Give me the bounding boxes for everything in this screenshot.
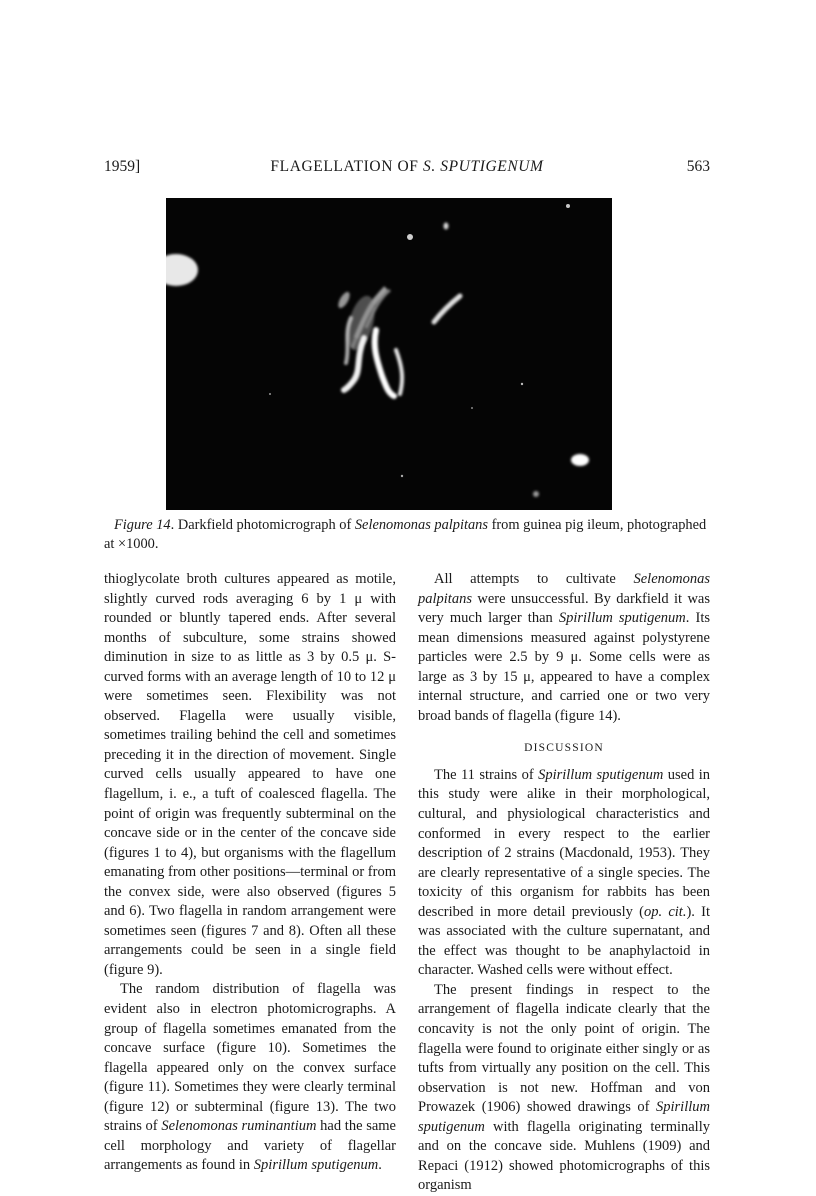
right-column <box>418 570 710 1196</box>
left-p2-text-c: . <box>378 1157 382 1174</box>
right-p1-text-a: All attempts to cultivate <box>434 571 634 587</box>
right-p2-species: Spirillum sputigenum <box>538 766 664 783</box>
header-year: 1959] <box>104 158 141 175</box>
right-p3-species: Spirillum sputigenum <box>418 1099 710 1135</box>
darkfield-photomicrograph <box>166 198 612 510</box>
right-p2-citation: op. cit. <box>643 903 687 920</box>
right-p2-text-a: The 11 strains of <box>434 766 539 783</box>
caption-label: Figure 14 <box>114 517 171 533</box>
right-p2-text-c: ). It was associated with the culture supernatant, and the effect was thought to be anaphylactoid in character. Washed cells were without effect. <box>418 903 710 979</box>
header-title-prefix: FLAGELLATION OF <box>270 158 423 175</box>
micrograph-image <box>166 198 612 510</box>
right-p3-text-a: The present findings in respect to the arrangement of flagella indicate clearly that the concavity is not the only point of origin. The flagella were found to originate either singly or as tufts from virtually any position on the cell. This observation is not new. Hoffman and von Prowazek (1906) showed drawings of <box>418 981 710 1116</box>
right-p1-text-b: were unsuccessful. By darkfield it was very much larger than <box>418 590 710 627</box>
left-p2-text-b: had the same cell morphology and variety of flagellar arrangements as found in <box>104 1118 396 1174</box>
left-p2-text-a: The random distribution of flagella was evident also in electron photomicrographs. A group of flagella sometimes emanated from the concave surface (figure 10). Sometimes the flagella appeared only on the convex surface (figure 11). Sometimes they were clearly terminal (figure 12) or subterminal (figure 13). The two strains of <box>104 981 396 1135</box>
right-p1-text-c: . Its mean dimensions measured against polystyrene particles were 2.5 by 9 μ. Some cells were as large as 3 by 15 μ, appeared to have a complex internal structure, and carried one or two very broad bands of flagella (figure 14). <box>418 610 710 724</box>
header-title <box>104 158 710 176</box>
right-paragraph-3 <box>418 981 710 1196</box>
left-column <box>104 570 396 1176</box>
discussion-heading: DISCUSSION <box>524 742 604 755</box>
right-p1-species-2: Spirillum sputigenum <box>558 610 686 627</box>
caption-species: Selenomonas palpitans <box>354 517 488 533</box>
right-paragraph-1 <box>418 570 710 726</box>
header-title-italic: S. SPUTIGENUM <box>422 158 544 175</box>
left-paragraph-1: thioglycolate broth cultures appeared as motile, slightly curved rods averaging 6 by 1 μ with rounded or bluntly tapered ends. After several months of subculture, some strains showed diminution in size to as little as 3 by 0.5 μ. S-curved forms with an average length of 10 to 12 μ were sometimes seen. Flexibility was not observed. Flagella were usually visible, sometimes trailing behind the cell and sometimes preceding it in the direction of movement. Single curved cells usually appeared to have one flagellum, i. e., a tuft of coalesced flagella. The point of origin was frequently subterminal on the concave side or in the center of the concave side (figures 1 to 4), but organisms with the flagellum emanating from other positions—terminal or from the convex side, were also observed (figures 5 and 6). Two flagella in random arrangement were sometimes seen (figures 7 and 8). Often all these arrangements could be seen in a single field (figure 9). <box>104 571 396 978</box>
right-p3-text-b: with flagella originating terminally and on the concave side. Muhlens (1909) and Repaci (1912) showed photomicrographs of this organism <box>418 1118 710 1194</box>
left-p2-species-2: Spirillum sputigenum <box>253 1157 379 1174</box>
right-p2-text-b: used in this study were alike in their morphological, cultural, and physiological characteristics and conformed in every respect to the earlier description of 2 strains (Macdonald, 1953). They are clearly representative of a single species. The toxicity of this organism for rabbits has been described in more detail previously ( <box>418 766 710 920</box>
right-paragraph-2 <box>418 766 710 981</box>
right-p1-species-1: Selenomonas palpitans <box>418 571 710 607</box>
figure-caption <box>104 516 712 554</box>
caption-text-2: from guinea pig ileum, photographed at ×1000. <box>104 517 707 552</box>
left-paragraph-2 <box>104 980 396 1175</box>
running-header <box>104 158 710 180</box>
left-p2-species-1: Selenomonas ruminantium <box>161 1118 317 1135</box>
page-number: 563 <box>686 158 710 175</box>
caption-text-1: . Darkfield photomicrograph of <box>170 517 355 533</box>
